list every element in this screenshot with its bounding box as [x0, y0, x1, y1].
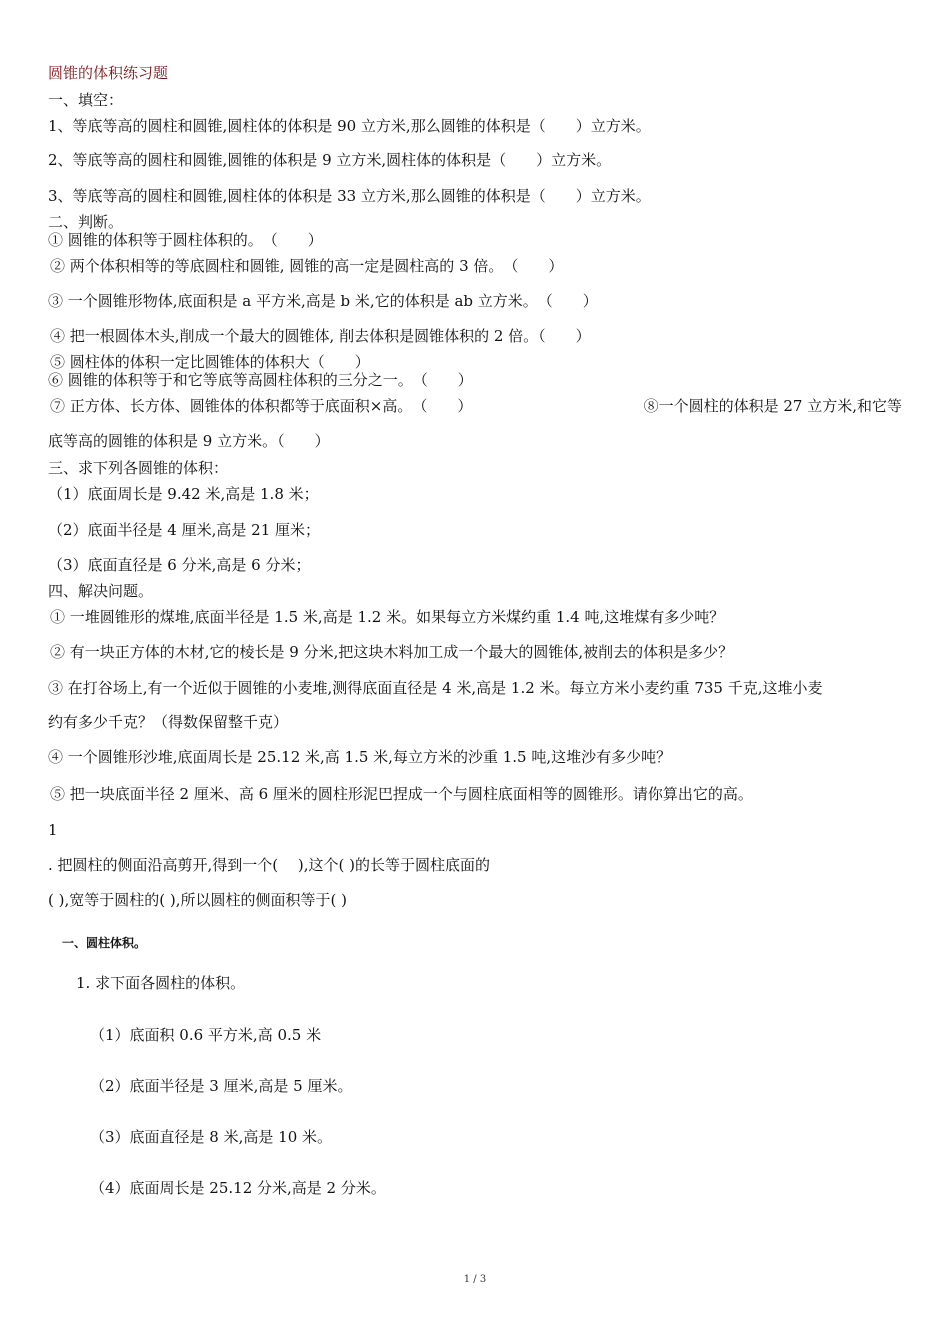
judge-item-5: ⑤ 圆柱体的体积一定比圆锥体的体积大（ ）	[50, 353, 370, 371]
cylinder-fill-line-2: ( ),宽等于圆柱的( ),所以圆柱的侧面积等于( )	[48, 891, 347, 909]
problem-item-3: ③ 在打谷场上,有一个近似于圆锥的小麦堆,测得底面直径是 4 米,高是 1.2 米。每立方米小麦约重 735 千克,这堆小麦	[48, 679, 823, 697]
cylinder-item-1: （1）底面积 0.6 平方米,高 0.5 米	[90, 1026, 322, 1044]
judge-item-1: ① 圆锥的体积等于圆柱体积的。 （ ）	[48, 231, 323, 249]
section-cylinder-heading: 一、圆柱体积。	[62, 936, 147, 950]
problem-item-1: ① 一堆圆锥形的煤堆,底面半径是 1.5 米,高是 1.2 米。如果每立方米煤约重 1.4 吨,这堆煤有多少吨？	[50, 608, 725, 626]
judge-item-8: ⑧一个圆柱的体积是 27 立方米,和它等	[643, 397, 902, 415]
page-number-footer: 1 / 3	[463, 1274, 487, 1285]
item-number: 1	[48, 821, 58, 839]
cylinder-question: 1. 求下面各圆柱的体积。	[76, 974, 246, 992]
judge-row-7-8	[50, 396, 902, 416]
fill-item-1: 1、等底等高的圆柱和圆锥,圆柱体的体积是 90 立方米,那么圆锥的体积是（ ）立方米。	[48, 117, 651, 135]
judge-item-4: ④ 把一根圆体木头,削成一个最大的圆锥体, 削去体积是圆锥体积的 2 倍。（ ）	[50, 327, 591, 345]
section-fill-heading: 一、填空：	[48, 91, 124, 109]
fill-item-3: 3、等底等高的圆柱和圆锥,圆柱体的体积是 33 立方米,那么圆锥的体积是（ ）立方米。	[48, 187, 651, 205]
problem-item-3-cont: 约有多少千克？（得数保留整千克）	[48, 713, 289, 731]
judge-item-7: ⑦ 正方体、长方体、圆锥体的体积都等于底面积×高。 （ ）	[50, 397, 473, 415]
cylinder-fill-line-1: . 把圆柱的侧面沿高剪开,得到一个( ),这个( )的长等于圆柱底面的	[48, 856, 491, 874]
problem-item-5: ⑤ 把一块底面半径 2 厘米、高 6 厘米的圆柱形泥巴捏成一个与圆柱底面相等的圆锥形。请你算出它的高。	[50, 785, 753, 803]
judge-item-2: ② 两个体积相等的等底圆柱和圆锥, 圆锥的高一定是圆柱高的 3 倍。 （ ）	[50, 257, 564, 275]
cylinder-item-4: （4）底面周长是 25.12 分米,高是 2 分米。	[90, 1179, 386, 1197]
cylinder-item-2: （2）底面半径是 3 厘米,高是 5 厘米。	[90, 1077, 353, 1095]
cone-item-3: （3）底面直径是 6 分米,高是 6 分米；	[48, 556, 311, 574]
problem-item-4: ④ 一个圆锥形沙堆,底面周长是 25.12 米,高 1.5 米,每立方米的沙重 1.5 吨,这堆沙有多少吨？	[48, 748, 672, 766]
fill-item-2: 2、等底等高的圆柱和圆锥,圆锥的体积是 9 立方米,圆柱体的体积是（ ）立方米。	[48, 151, 612, 169]
judge-item-8-cont: 底等高的圆锥的体积是 9 立方米。（ ）	[48, 432, 330, 450]
section-cone-volume-heading: 三、求下列各圆锥的体积：	[48, 459, 229, 477]
section-judge-heading: 二、判断。	[48, 213, 124, 231]
document-title: 圆锥的体积练习题	[48, 64, 169, 82]
cone-item-1: （1）底面周长是 9.42 米,高是 1.8 米；	[48, 485, 319, 503]
problem-item-2: ② 有一块正方体的木材,它的棱长是 9 分米,把这块木料加工成一个最大的圆锥体,被削去的体积是多少？	[50, 643, 734, 661]
judge-item-3: ③ 一个圆锥形物体,底面积是 a 平方米,高是 b 米,它的体积是 ab 立方米。 （ ）	[48, 292, 598, 310]
cone-item-2: （2）底面半径是 4 厘米,高是 21 厘米；	[48, 521, 321, 539]
judge-item-6: ⑥ 圆锥的体积等于和它等底等高圆柱体积的三分之一。 （ ）	[48, 371, 473, 389]
cylinder-item-3: （3）底面直径是 8 米,高是 10 米。	[90, 1128, 333, 1146]
section-problems-heading: 四、解决问题。	[48, 582, 154, 600]
